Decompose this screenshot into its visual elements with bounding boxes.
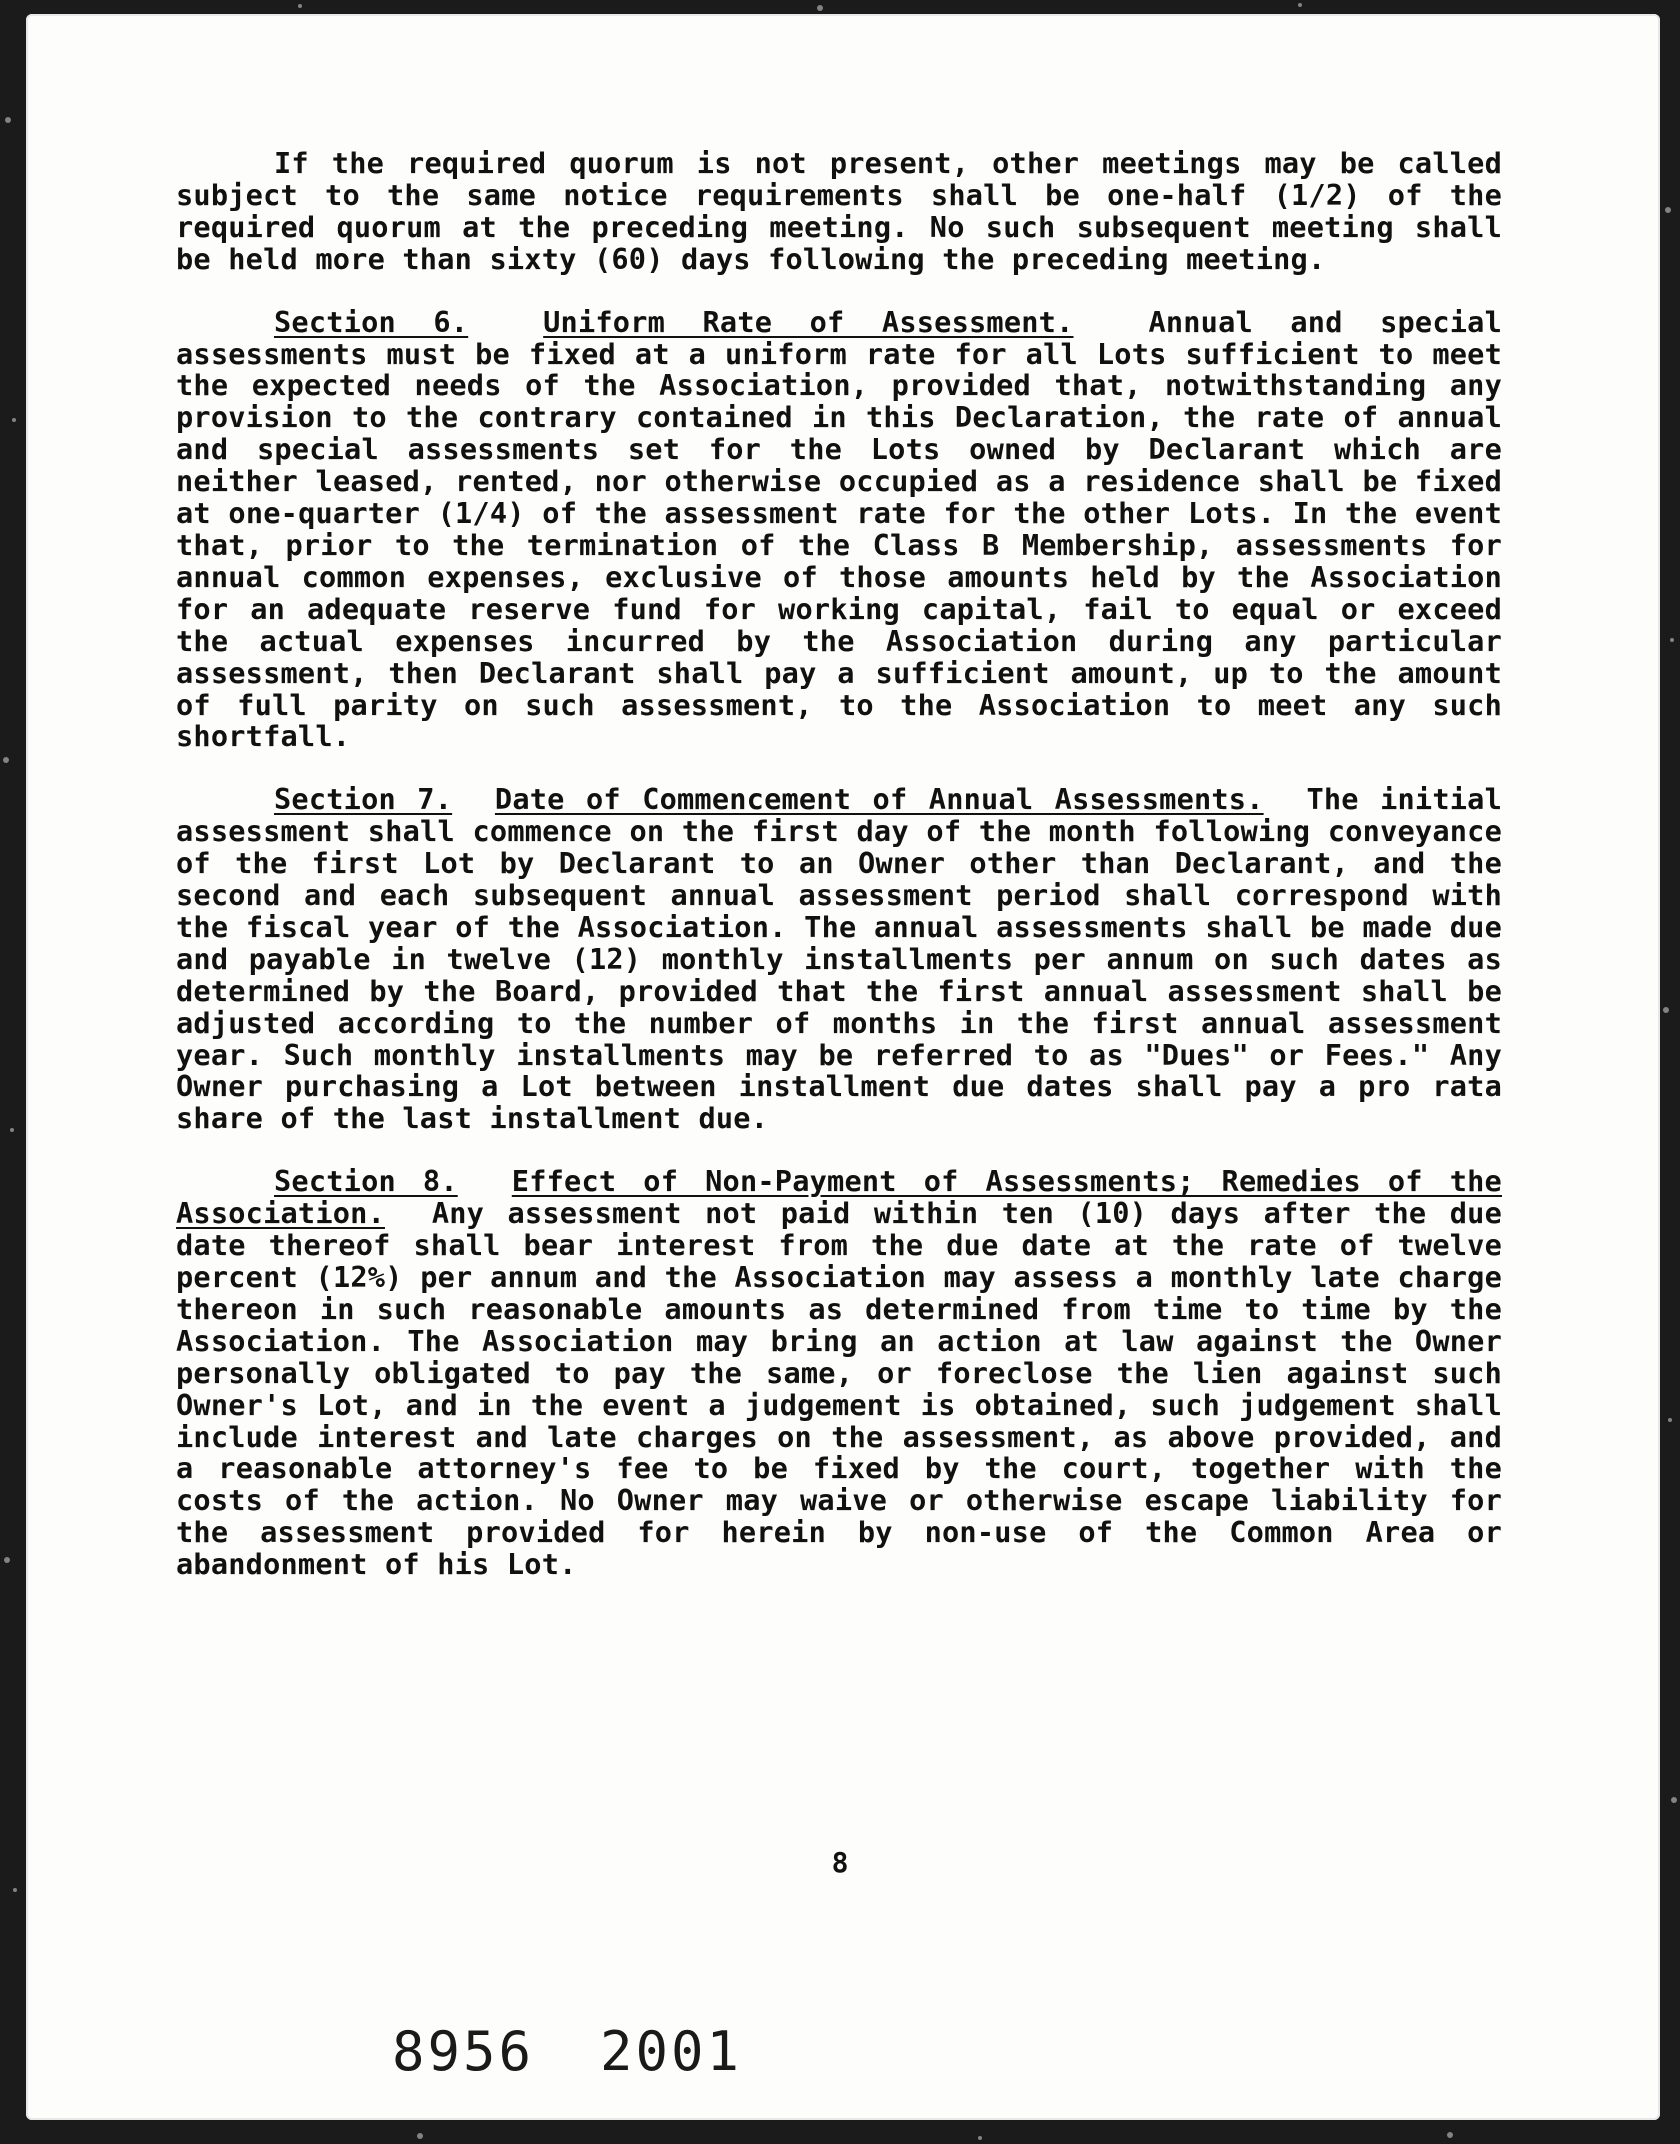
- section-title: Date of Commencement of Annual Assessments.: [494, 782, 1264, 817]
- page-number: 8: [831, 1846, 849, 1879]
- paragraph-text: Any assessment not paid within ten (10) days after the due date thereof shall bear interest from the due date at the rate of twelve percent (12%) per annum and the Association may assess a monthly late charge thereon in such reasonable amounts as determined from time to time by the Association. The Association may bring an action at law against the Owner personally obligated to pay the same, or foreclose the lien against such Owner's Lot, and in the event a judgement is obtained, such judgement shall include interest and late charges on the assessment, as above provided, and a reasonable attorney's fee to be fixed by the court, together with the costs of the action. No Owner may waive or otherwise escape liability for the assessment provided for herein by non-use of the Common Area or abandonment of his Lot.: [176, 1196, 1502, 1582]
- section-number: Section 6.: [274, 304, 469, 339]
- paragraph-section-7: [176, 784, 1502, 1135]
- handwritten-number-left: 8956: [392, 2020, 535, 2083]
- paragraph-text: The initial assessment shall commence on the first day of the month following conveyance of the first Lot by Declarant to an Owner other than Declarant, and the second and each subsequent annual assessment period shall correspond with the fiscal year of the Association. The annual assessments shall be made due and payable in twelve (12) monthly installments per annum on such dates as determined by the Board, provided that the first annual assessment shall be adjusted according to the number of months in the first annual assessment year. Such monthly installments may be referred to as "Dues" or Fees." Any Owner purchasing a Lot between installment due dates shall pay a pro rata share of the last installment due.: [176, 782, 1502, 1136]
- section-number: Section 8.: [274, 1164, 458, 1199]
- paragraph-text: Annual and special assessments must be fixed at a uniform rate for all Lots sufficient to meet the expected needs of the Association, provided that, notwithstanding any provision to the contrary contained in this Declaration, the rate of annual and special assessments set for the Lots owned by Declarant which are neither leased, rented, nor otherwise occupied as a residence shall be fixed at one-quarter (1/4) of the assessment rate for the other Lots. In the event that, prior to the termination of the Class B Membership, assessments for annual common expenses, exclusive of those amounts held by the Association for an adequate reserve fund for working capital, fail to equal or exceed the actual expenses incurred by the Association during any particular assessment, then Declarant shall pay a sufficient amount, up to the amount of full parity on such assessment, to the Association to meet any such shortfall.: [176, 304, 1503, 754]
- section-title: Uniform Rate of Assessment.: [543, 304, 1074, 339]
- paragraph-text: If the required quorum is not present, other meetings may be called subject to the same notice requirements shall be one-half (1/2) of the required quorum at the preceding meeting. No such subsequent meeting shall be held more than sixty (60) days following the preceding meeting.: [176, 146, 1502, 276]
- paragraph-section-6: [176, 304, 1503, 754]
- paragraph-section-8: [176, 1166, 1502, 1581]
- section-title: Effect of Non-Payment of Assessments; Remedies of the Association.: [176, 1164, 1502, 1231]
- document-body: [176, 148, 1502, 1612]
- paragraph-quorum: [176, 148, 1502, 276]
- handwritten-number-right: 2001: [600, 2020, 743, 2083]
- section-number: Section 7.: [274, 782, 453, 817]
